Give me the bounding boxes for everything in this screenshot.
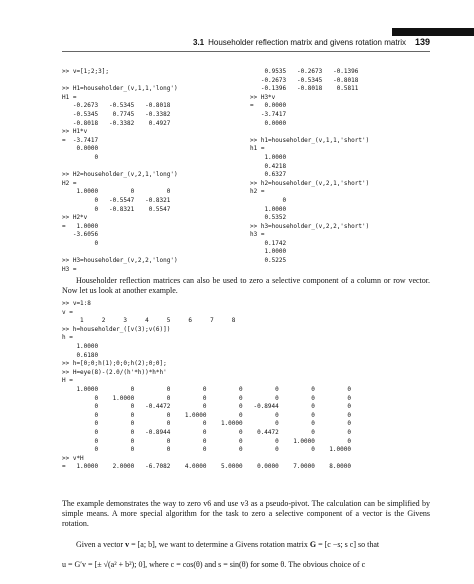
matrix-g22: c (349, 540, 354, 549)
math-text-mid: , we want to determine a Givens rotation matrix (154, 540, 308, 549)
math-lhs: u = G′v = (62, 560, 93, 569)
math-line-u: u = G′v = [± √(a² + b²); 0], where c = cos(θ) and s = sin(θ) for some θ. The obvious choice of c (62, 560, 366, 569)
running-header (0, 38, 474, 52)
math-symbol-G: G (309, 540, 317, 549)
section-heading (193, 38, 406, 47)
code-listing-right: 0.9535 -0.2673 -0.1396 -0.2673 -0.5345 -0.8018 -0.1396 -0.8018 0.5811 >> H3*v = 0.0000 -3.7417 0.0000 >> h1=householder_(v,1,1,'short') h1 = 1.0000 0.4218 0.6327 >> h2=householder_(v,2,1,'short') h2 = 0 1.0000 0.5352 >> h3=householder_(v,2,2,'short') h3 = 0.1742 1.0000 0.5225 (250, 68, 370, 265)
math-line-given-vector: Given a vector v = [a; b], we want to determine a Givens rotation matrix G = [c −s; s c] so that (76, 540, 380, 549)
section-number: 3.1 (193, 38, 205, 47)
matrix-g12: −s (332, 540, 341, 549)
u-second: 0 (138, 560, 143, 569)
math-text: Given a vector (76, 540, 124, 549)
section-title: Householder reflection matrix and givens rotation matrix (208, 38, 406, 47)
math-text-where: , where c = cos(θ) and s = sin(θ) for some θ. The obvious choice of c (145, 560, 366, 569)
code-listing-middle: >> v=1:8 v = 1 2 3 4 5 6 7 8 >> h=householder_([v(3);v(6)]) h = 1.0000 0.6180 >> h=[0;0;h(1);0;0;h(2);0;0]; >> H=eye(8)-(2.0/(h'*h))*h*h' H = 1.0000 0 0 0 0 0 0 0 0 1.0000 0 0 0 0 0 0 0 0 -0.4472 0 0 -0.8944 0 0 0 0 0 1.0000 0 0 0 0 0 0 0 0 1.0000 0 0 0 0 0 -0.8944 0 0 0.4472 0 0 0 0 0 0 0 0 1.0000 0 0 0 0 0 0 0 0 1.0000 >> v*H = 1.0000 2.0000 -6.7082 4.0000 5.0000 0.0000 7.0000 8.0000 (62, 300, 351, 471)
page-number: 139 (414, 37, 430, 47)
code-listing-left: >> v=[1;2;3]; >> H1=householder_(v,1,1,'long') H1 = -0.2673 -0.5345 -0.8018 -0.5345 0.7745 -0.3382 -0.8018 -0.3382 0.4927 >> H1*v = -3.7417 0.0000 0 >> H2=householder_(v,2,1,'long') H2 = 1.0000 0 0 0 -0.5547 -0.8321 0 -0.8321 0.5547 >> H2*v = 1.0000 -3.6056 0 >> H3=householder_(v,2,2,'long') H3 = (62, 68, 178, 273)
math-symbol-v: v (125, 540, 130, 549)
header-rule (62, 51, 430, 52)
paragraph-givens: The example demonstrates the way to zero v6 and use v3 as a pseudo-pivot. The calculation can be simplified by simple means. A more special algorithm for the task to zero a selective component of a vector is the Givens rotation. (62, 499, 430, 528)
math-a: a (140, 540, 144, 549)
matrix-g11: c (327, 540, 331, 549)
math-b: b (148, 540, 153, 549)
page-corner-bar (392, 28, 474, 36)
math-text-so-that: so that (358, 540, 380, 549)
u-first: ± √(a² + b²) (97, 560, 135, 569)
paragraph-householder: Householder reflection matrices can also be used to zero a selective component of a column or row vector. Now let us look at another example. (62, 276, 430, 295)
matrix-g21: s (344, 540, 348, 549)
